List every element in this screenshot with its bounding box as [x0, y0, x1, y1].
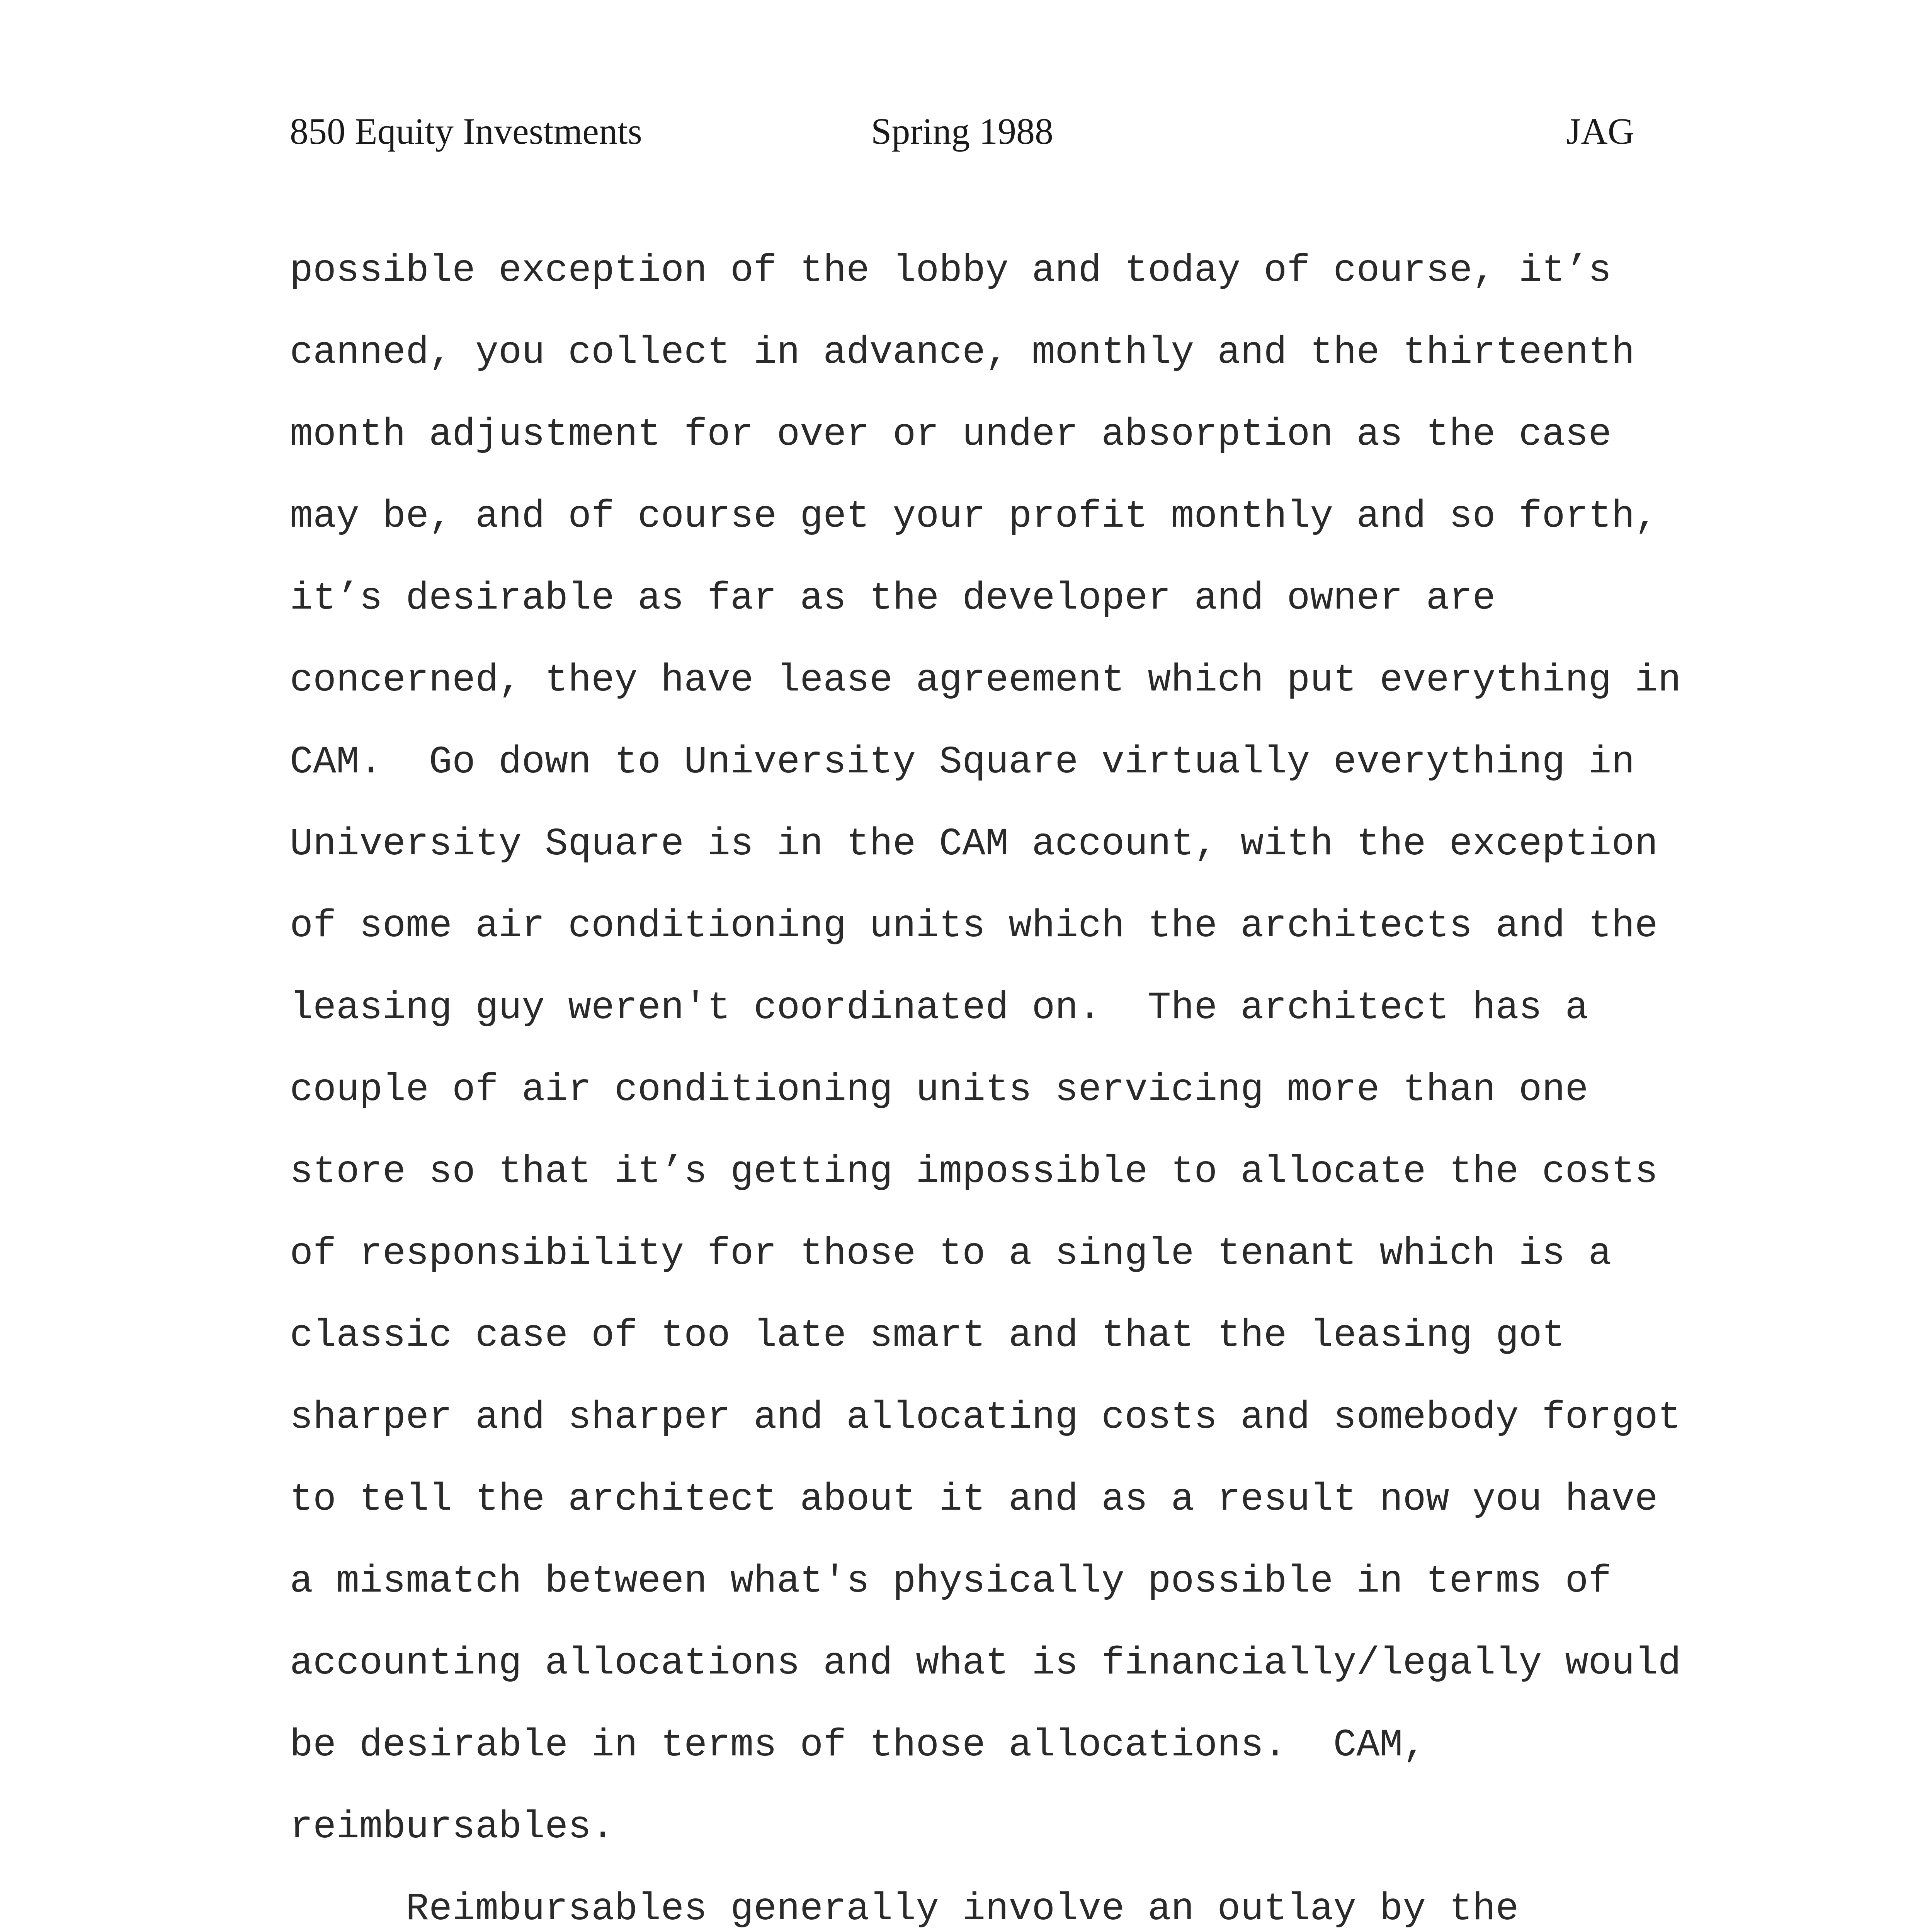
text-line: accounting allocations and what is financially/legally would: [290, 1642, 1681, 1685]
text-line: of responsibility for those to a single tenant which is a: [290, 1232, 1612, 1276]
text-line: of some air conditioning units which the architects and the: [290, 905, 1658, 948]
text-line: month adjustment for over or under absorption as the case: [290, 413, 1612, 457]
text-line: store so that it’s getting impossible to allocate the costs: [290, 1150, 1658, 1194]
header-initials: JAG: [1566, 111, 1635, 152]
header-course: 850 Equity Investments: [290, 111, 642, 152]
body-text: [290, 230, 1700, 1932]
header-term: Spring 1988: [871, 111, 1054, 152]
paragraph-1: [290, 230, 1700, 1869]
text-line: couple of air conditioning units servicing more than one: [290, 1068, 1588, 1112]
text-line: be desirable in terms of those allocations. CAM,: [290, 1724, 1426, 1767]
text-line: leasing guy weren't coordinated on. The architect has a: [290, 986, 1588, 1030]
text-line: concerned, they have lease agreement which put everything in: [290, 659, 1681, 702]
text-line: University Square is in the CAM account, with the exception: [290, 823, 1658, 866]
text-line: sharper and sharper and allocating costs and somebody forgot: [290, 1396, 1681, 1440]
text-line: classic case of too late smart and that the leasing got: [290, 1314, 1565, 1358]
text-line: possible exception of the lobby and today of course, it’s: [290, 249, 1612, 293]
text-line: canned, you collect in advance, monthly and the thirteenth: [290, 331, 1635, 375]
text-line: it’s desirable as far as the developer and owner are: [290, 577, 1496, 621]
paragraph-2: [290, 1869, 1700, 1932]
text-line: Reimbursables generally involve an outlay by the: [406, 1888, 1519, 1931]
text-line: reimbursables.: [290, 1806, 615, 1849]
text-line: CAM. Go down to University Square virtually everything in: [290, 741, 1635, 784]
text-line: may be, and of course get your profit monthly and so forth,: [290, 495, 1658, 539]
text-line: to tell the architect about it and as a result now you have: [290, 1478, 1658, 1522]
text-line: a mismatch between what's physically possible in terms of: [290, 1560, 1612, 1604]
